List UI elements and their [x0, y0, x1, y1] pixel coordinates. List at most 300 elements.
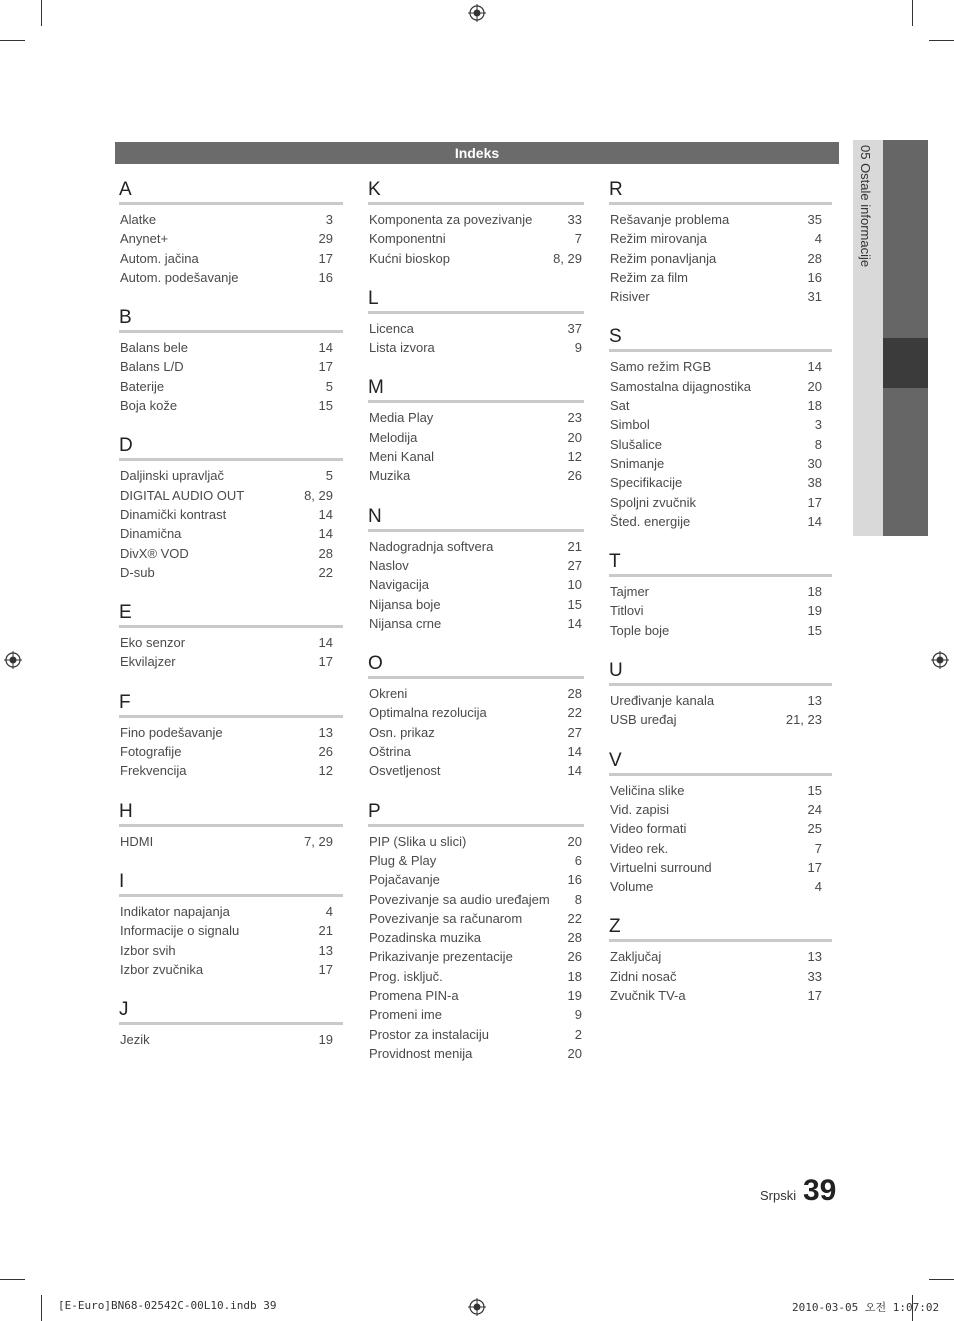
index-section-l — [369, 287, 584, 358]
index-entry — [120, 563, 343, 582]
entry-page: 8 — [814, 436, 822, 452]
entry-label: Balans L/D — [120, 359, 184, 375]
index-entry — [610, 839, 832, 858]
entry-page: 27 — [567, 557, 582, 573]
entry-label: Šted. energije — [610, 513, 691, 529]
entry-list — [610, 357, 832, 531]
entry-list — [120, 902, 343, 979]
index-entry — [369, 210, 584, 229]
index-column-1 — [120, 178, 343, 1068]
index-entry — [610, 800, 832, 819]
section-letter: Z — [609, 915, 832, 942]
entry-page: 22 — [318, 564, 333, 580]
entry-label: Režim mirovanja — [610, 231, 707, 247]
entry-page: 25 — [807, 821, 822, 837]
index-entry — [369, 947, 584, 966]
index-entry — [610, 621, 832, 640]
entry-list — [120, 723, 343, 781]
entry-label: Risiver — [610, 289, 650, 305]
entry-label: Daljinski upravljač — [120, 468, 225, 484]
index-entry — [120, 505, 343, 524]
index-section-n — [369, 505, 584, 633]
entry-page: 21 — [318, 923, 333, 939]
index-entry — [369, 428, 584, 447]
entry-page: 13 — [318, 942, 333, 958]
entry-page: 17 — [318, 961, 333, 977]
index-entry — [369, 967, 584, 986]
section-letter: K — [368, 178, 584, 205]
entry-label: Providnost menija — [369, 1045, 473, 1061]
index-entry — [610, 947, 832, 966]
index-entry — [369, 870, 584, 889]
entry-label: Balans bele — [120, 340, 188, 356]
index-entry — [369, 890, 584, 909]
entry-label: Eko senzor — [120, 635, 186, 651]
index-section-m — [369, 376, 584, 485]
entry-label: Titlovi — [610, 603, 644, 619]
index-entry — [610, 582, 832, 601]
index-section-k — [369, 178, 584, 268]
page-number: 39 — [803, 1174, 837, 1207]
entry-page: 4 — [814, 231, 822, 247]
entry-list — [369, 408, 584, 485]
index-entry — [369, 742, 584, 761]
entry-label: Komponentni — [369, 231, 446, 247]
crop-mark — [929, 40, 954, 41]
entry-page: 15 — [807, 622, 822, 638]
entry-label: Oštrina — [369, 744, 411, 760]
print-timestamp: 2010-03-05 오전 1:07:02 — [792, 1301, 940, 1314]
index-entry — [610, 858, 832, 877]
section-letter: O — [368, 652, 584, 679]
entry-label: Pozadinska muzika — [369, 930, 481, 946]
index-entry — [610, 249, 832, 268]
entry-label: Simbol — [610, 417, 650, 433]
entry-page: 28 — [318, 545, 333, 561]
index-entry — [610, 396, 832, 415]
entry-label: Promeni ime — [369, 1007, 442, 1023]
index-entry — [120, 633, 343, 652]
index-entry — [120, 396, 343, 415]
index-entry — [369, 684, 584, 703]
index-entry — [120, 249, 343, 268]
section-letter: S — [609, 325, 832, 352]
index-entry — [120, 902, 343, 921]
index-entry — [610, 229, 832, 248]
index-entry — [369, 408, 584, 427]
index-entry — [369, 614, 584, 633]
entry-page: 8 — [574, 891, 582, 907]
index-entry — [369, 319, 584, 338]
section-letter: T — [609, 550, 832, 577]
entry-page: 7 — [574, 231, 582, 247]
entry-page: 4 — [814, 879, 822, 895]
entry-label: Prikazivanje prezentacije — [369, 949, 513, 965]
index-entry — [610, 268, 832, 287]
section-letter: B — [119, 306, 343, 333]
section-letter: L — [368, 287, 584, 314]
entry-label: Snimanje — [610, 455, 665, 471]
entry-label: Fino podešavanje — [120, 724, 223, 740]
entry-label: Alatke — [120, 212, 157, 227]
entry-label: Sat — [610, 398, 630, 414]
crop-mark — [41, 1295, 42, 1321]
entry-page: 14 — [567, 615, 582, 631]
entry-page: 18 — [567, 968, 582, 984]
index-entry — [610, 781, 832, 800]
entry-label: Osvetljenost — [369, 763, 441, 779]
index-entry — [610, 357, 832, 376]
index-column-2 — [369, 178, 584, 1082]
entry-label: Volume — [610, 879, 654, 895]
index-section-r — [610, 178, 832, 306]
section-letter: R — [609, 178, 832, 205]
index-entry — [610, 819, 832, 838]
index-section-p — [369, 800, 584, 1064]
entry-page: 5 — [325, 468, 333, 484]
entry-list — [610, 781, 832, 897]
index-entry — [120, 229, 343, 248]
entry-list — [369, 319, 584, 358]
index-entry — [610, 454, 832, 473]
entry-label: Nijansa crne — [369, 615, 442, 631]
index-entry — [610, 877, 832, 896]
entry-label: Režim ponavljanja — [610, 250, 717, 266]
entry-page: 14 — [318, 635, 333, 651]
entry-page: 17 — [318, 250, 333, 266]
index-section-z — [610, 915, 832, 1005]
entry-page: 6 — [574, 852, 582, 868]
entry-page: 26 — [567, 949, 582, 965]
index-entry — [369, 249, 584, 268]
index-entry — [120, 742, 343, 761]
page-title: Indeks — [115, 142, 839, 164]
entry-page: 27 — [567, 724, 582, 740]
entry-page: 14 — [318, 506, 333, 522]
entry-label: Dinamički kontrast — [120, 506, 227, 522]
index-entry — [610, 210, 832, 229]
entry-page: 13 — [807, 693, 822, 709]
index-entry — [369, 761, 584, 780]
index-entry — [610, 691, 832, 710]
entry-label: Zaključaj — [610, 949, 662, 965]
index-entry — [369, 1044, 584, 1063]
entry-page: 38 — [807, 475, 822, 491]
index-section-e — [120, 601, 343, 672]
entry-label: Režim za film — [610, 269, 689, 285]
entry-page: 24 — [807, 801, 822, 817]
entry-label: Okreni — [369, 686, 408, 702]
index-section-o — [369, 652, 584, 780]
index-entry — [369, 1025, 584, 1044]
index-section-t — [610, 550, 832, 640]
crop-mark — [41, 0, 42, 26]
index-entry — [120, 357, 343, 376]
entry-label: Fotografije — [120, 744, 182, 760]
index-column-3 — [610, 178, 832, 1024]
index-entry — [369, 447, 584, 466]
registration-mark-icon — [468, 4, 486, 22]
entry-label: Tople boje — [610, 622, 670, 638]
index-entry — [120, 268, 343, 287]
index-entry — [369, 909, 584, 928]
entry-label: Dinamična — [120, 526, 182, 542]
section-letter: V — [609, 749, 832, 776]
entry-label: Navigacija — [369, 577, 429, 593]
index-section-f — [120, 691, 343, 781]
registration-mark-icon — [468, 1298, 486, 1316]
entry-label: Osn. prikaz — [369, 724, 435, 740]
section-letter: J — [119, 998, 343, 1025]
index-entry — [120, 377, 343, 396]
entry-page: 15 — [807, 782, 822, 798]
index-entry — [369, 832, 584, 851]
entry-page: 35 — [807, 212, 822, 227]
entry-label: Povezivanje sa audio uređajem — [369, 891, 550, 907]
entry-list — [369, 210, 584, 268]
index-entry — [120, 723, 343, 742]
entry-page: 28 — [567, 686, 582, 702]
entry-label: Izbor zvučnika — [120, 961, 204, 977]
chapter-tab-label: 05 Ostale informacije — [858, 145, 873, 268]
index-entry — [610, 967, 832, 986]
entry-label: Lista izvora — [369, 340, 435, 356]
entry-page: 17 — [807, 859, 822, 875]
index-entry — [120, 941, 343, 960]
index-entry — [610, 512, 832, 531]
entry-page: 15 — [318, 398, 333, 414]
section-letter: F — [119, 691, 343, 718]
entry-page: 12 — [567, 449, 582, 465]
index-entry — [120, 832, 343, 851]
index-entry — [369, 986, 584, 1005]
entry-label: Baterije — [120, 378, 165, 394]
index-section-b — [120, 306, 343, 415]
index-entry — [369, 537, 584, 556]
index-entry — [369, 851, 584, 870]
entry-list — [610, 947, 832, 1005]
footer-language: Srpski — [760, 1188, 797, 1203]
index-entry — [610, 287, 832, 306]
entry-label: Optimalna rezolucija — [369, 705, 487, 721]
entry-page: 22 — [567, 705, 582, 721]
entry-page: 20 — [567, 429, 582, 445]
index-entry — [610, 601, 832, 620]
entry-page: 16 — [807, 269, 822, 285]
entry-page: 10 — [567, 577, 582, 593]
entry-page: 18 — [807, 584, 822, 600]
entry-list — [610, 582, 832, 640]
entry-page: 9 — [574, 340, 582, 356]
index-entry — [120, 960, 343, 979]
entry-page: 14 — [318, 526, 333, 542]
entry-page: 19 — [318, 1032, 333, 1048]
entry-page: 7 — [814, 840, 822, 856]
index-entry — [369, 595, 584, 614]
index-entry — [120, 1030, 343, 1049]
index-section-a — [120, 178, 343, 287]
entry-label: Boja kože — [120, 398, 178, 414]
entry-label: USB uređaj — [610, 712, 677, 728]
entry-page: 18 — [807, 398, 822, 414]
crop-mark — [929, 1279, 954, 1280]
entry-page: 17 — [807, 988, 822, 1004]
entry-label: Tajmer — [610, 584, 650, 600]
section-letter: P — [368, 800, 584, 827]
entry-page: 13 — [318, 724, 333, 740]
entry-label: Nijansa boje — [369, 596, 441, 612]
entry-page: 14 — [567, 763, 582, 779]
entry-label: Promena PIN-a — [369, 988, 459, 1004]
entry-label: Prog. isključ. — [369, 968, 443, 984]
entry-label: Spoljni zvučnik — [610, 494, 696, 510]
entry-page: 21, 23 — [785, 712, 822, 728]
crop-mark — [0, 1279, 25, 1280]
registration-mark-icon — [931, 651, 949, 669]
crop-mark — [0, 40, 25, 41]
index-entry — [369, 703, 584, 722]
entry-list — [610, 691, 832, 730]
entry-label: Muzika — [369, 468, 411, 484]
entry-label: DIGITAL AUDIO OUT — [120, 487, 245, 503]
section-letter: E — [119, 601, 343, 628]
entry-page: 26 — [567, 468, 582, 484]
entry-page: 2 — [574, 1026, 582, 1042]
index-entry — [120, 466, 343, 485]
entry-page: 8, 29 — [553, 250, 582, 266]
section-letter: N — [368, 505, 584, 532]
section-letter: H — [119, 800, 343, 827]
entry-label: Autom. jačina — [120, 250, 199, 266]
index-section-u — [610, 659, 832, 730]
index-entry — [120, 338, 343, 357]
index-entry — [120, 210, 343, 229]
entry-page: 37 — [567, 320, 582, 336]
index-entry — [120, 544, 343, 563]
index-entry — [610, 493, 832, 512]
entry-page: 3 — [325, 212, 333, 227]
entry-page: 28 — [567, 930, 582, 946]
entry-page: 33 — [567, 212, 582, 227]
entry-list — [120, 466, 343, 582]
section-letter: I — [119, 870, 343, 897]
entry-page: 17 — [318, 359, 333, 375]
entry-label: Nadogradnja softvera — [369, 538, 494, 554]
entry-label: Video formati — [610, 821, 687, 837]
section-letter: M — [368, 376, 584, 403]
index-entry — [120, 652, 343, 671]
entry-label: Povezivanje sa računarom — [369, 910, 523, 926]
entry-label: Samostalna dijagnostika — [610, 378, 751, 394]
index-entry — [120, 921, 343, 940]
entry-page: 3 — [814, 417, 822, 433]
index-entry — [369, 556, 584, 575]
entry-label: Slušalice — [610, 436, 663, 452]
entry-label: Specifikacije — [610, 475, 683, 491]
entry-label: Meni Kanal — [369, 449, 435, 465]
entry-label: Naslov — [369, 557, 409, 573]
index-entry — [369, 928, 584, 947]
index-entry — [120, 524, 343, 543]
entry-label: Jezik — [120, 1032, 150, 1048]
index-entry — [120, 486, 343, 505]
entry-label: HDMI — [120, 833, 154, 849]
entry-label: Vid. zapisi — [610, 801, 670, 817]
index-section-j — [120, 998, 343, 1049]
entry-label: Uređivanje kanala — [610, 693, 715, 709]
entry-page: 29 — [318, 231, 333, 247]
entry-page: 16 — [567, 872, 582, 888]
section-letter: A — [119, 178, 343, 205]
entry-label: Prostor za instalaciju — [369, 1026, 489, 1042]
entry-page: 5 — [325, 378, 333, 394]
entry-list — [369, 832, 584, 1064]
index-entry — [120, 761, 343, 780]
index-section-v — [610, 749, 832, 897]
entry-label: Anynet+ — [120, 231, 169, 247]
index-entry — [610, 415, 832, 434]
entry-page: 8, 29 — [304, 487, 333, 503]
section-letter: U — [609, 659, 832, 686]
entry-list — [120, 1030, 343, 1049]
entry-page: 12 — [318, 763, 333, 779]
entry-page: 19 — [807, 603, 822, 619]
section-letter: D — [119, 434, 343, 461]
crop-mark — [912, 0, 913, 26]
index-entry — [369, 723, 584, 742]
entry-label: Veličina slike — [610, 782, 685, 798]
entry-page: 14 — [567, 744, 582, 760]
index-entry — [369, 466, 584, 485]
entry-label: Autom. podešavanje — [120, 269, 239, 285]
entry-list — [369, 537, 584, 633]
entry-page: 17 — [807, 494, 822, 510]
entry-page: 15 — [567, 596, 582, 612]
entry-label: Ekvilajzer — [120, 654, 176, 670]
entry-label: Komponenta za povezivanje — [369, 212, 533, 227]
index-entry — [369, 229, 584, 248]
index-entry — [610, 710, 832, 729]
index-section-d — [120, 434, 343, 582]
index-entry — [610, 986, 832, 1005]
entry-page: 16 — [318, 269, 333, 285]
entry-page: 30 — [807, 455, 822, 471]
entry-label: Samo režim RGB — [610, 359, 712, 375]
entry-label: Video rek. — [610, 840, 669, 856]
registration-mark-icon — [4, 651, 22, 669]
index-entry — [369, 1005, 584, 1024]
entry-page: 33 — [807, 968, 822, 984]
entry-page: 4 — [325, 903, 333, 919]
entry-label: Rešavanje problema — [610, 212, 730, 227]
entry-page: 17 — [318, 654, 333, 670]
entry-page: 7, 29 — [304, 833, 333, 849]
entry-page: 14 — [807, 513, 822, 529]
entry-label: Virtuelni surround — [610, 859, 712, 875]
print-file-info: [E-Euro]BN68-02542C-00L10.indb 39 — [58, 1299, 277, 1312]
index-entry — [610, 377, 832, 396]
entry-label: D-sub — [120, 564, 155, 580]
entry-page: 13 — [807, 949, 822, 965]
entry-page: 22 — [567, 910, 582, 926]
entry-page: 20 — [807, 378, 822, 394]
entry-label: Plug & Play — [369, 852, 437, 868]
entry-label: Pojačavanje — [369, 872, 440, 888]
entry-label: Licenca — [369, 320, 414, 336]
entry-page: 21 — [567, 538, 582, 554]
entry-page: 23 — [567, 410, 582, 426]
entry-page: 26 — [318, 744, 333, 760]
